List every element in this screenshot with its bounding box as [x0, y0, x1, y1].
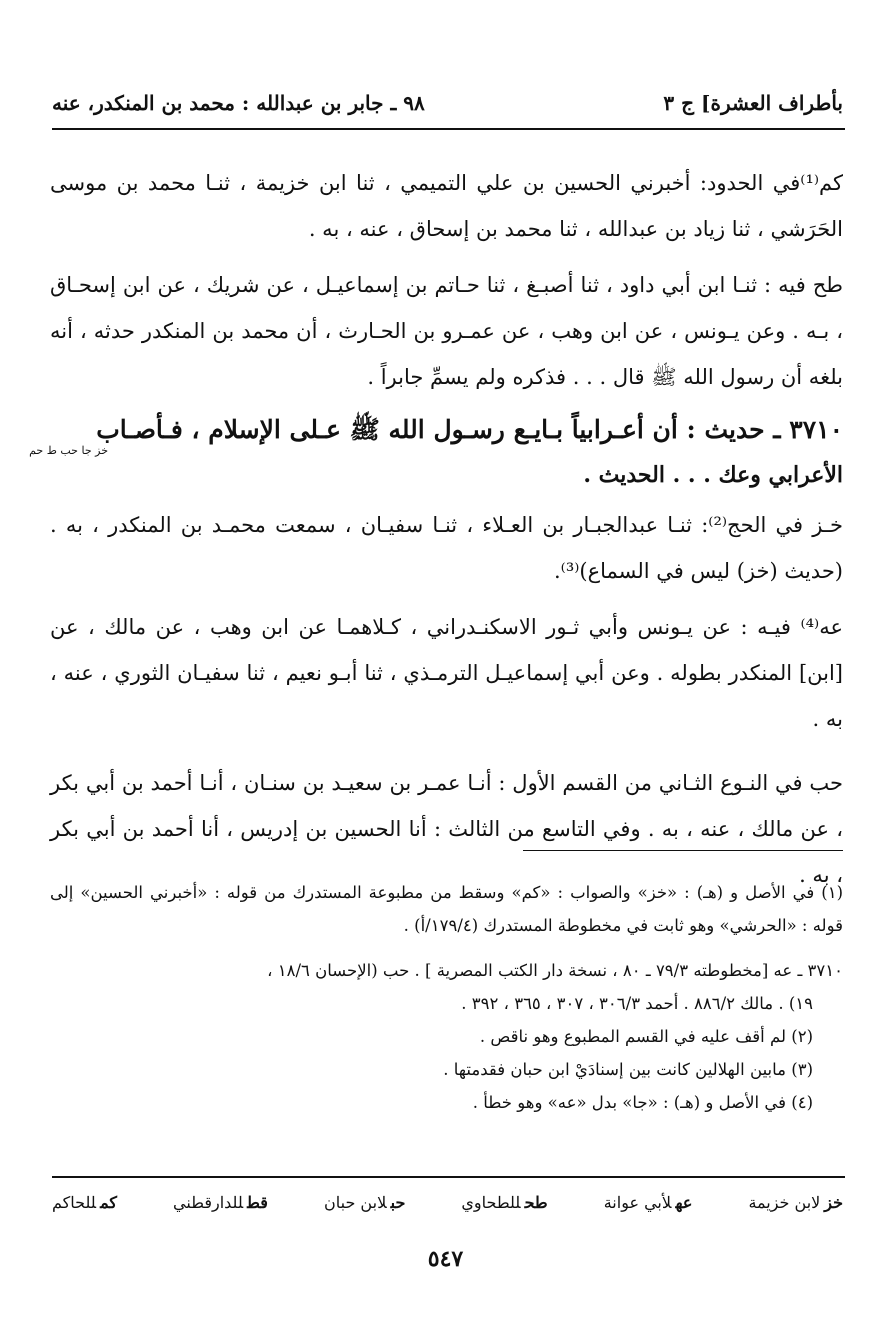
legend-code: عه — [675, 1193, 693, 1212]
legend-item — [748, 1188, 843, 1218]
legend-item — [173, 1188, 268, 1218]
header-chapter: ٩٨ ـ جابر بن عبدالله : محمد بن المنكدر، عنه — [52, 91, 425, 115]
legend-item — [461, 1188, 547, 1218]
sigla-legend — [52, 1188, 843, 1218]
legend-name: لابن خزيمة — [748, 1193, 821, 1212]
legend-code: قط — [247, 1193, 268, 1212]
legend-name: لأبي عوانة — [603, 1193, 672, 1212]
legend-item — [324, 1188, 405, 1218]
running-header — [52, 86, 843, 120]
legend-item — [604, 1188, 693, 1218]
header-rule — [52, 128, 845, 130]
legend-name: للحاكم — [52, 1193, 97, 1212]
footnote-3710-line2: ١٩) . مالك ٨٨٦/٢ . أحمد ٣٠٦/٣ ، ٣٠٧ ، ٣٦٥ ، ٣٩٢ . — [461, 994, 813, 1013]
footnote-1: (١) في الأصل و (هـ) : «خز» والصواب : «كم» وسقط من مطبوعة المستدرك من قوله : «أخبرني الحسين» إلى قوله : «الحرشي» وهو ثابت في مخطوطة المستدرك (١٧٩/٤/أ) . — [50, 883, 843, 935]
legend-name: لابن حبان — [324, 1193, 387, 1212]
header-volume: بأطراف العشرة] ج ٣ — [663, 91, 843, 115]
legend-name: للطحاوي — [461, 1193, 521, 1212]
paragraph-khuzayma: خـز في الحج⁽²⁾: ثنـا عبدالجبـار بن العـلاء ، ثنـا سفيـان ، سمعت محمـد بن المنكدر ، به . (حديث (خز) ليس في السماع)⁽³⁾. — [50, 513, 843, 583]
main-text — [29, 160, 843, 908]
paragraph-hibban: حب في النـوع الثـاني من القسم الأول : أنـا عمـر بن سعيـد بن سنـان ، أنـا أحمد بن أبي بكر ، عن مالك ، عنه ، به . وفي التاسع من الثالث : أنا الحسين بن إدريس ، أنا أحمد بن أبي بكر ، به . — [50, 771, 843, 887]
footnote-3710-line1: ٣٧١٠ ـ عه [مخطوطته ٧٩/٣ ـ ٨٠ ، نسخة دار الكتب المصرية ] . حب (الإحسان ١٨/٦ ، — [267, 961, 843, 980]
footnotes — [50, 876, 843, 1119]
footnote-separator — [523, 850, 843, 851]
bottom-rule — [52, 1176, 845, 1178]
hadith-heading-3710 — [29, 410, 843, 492]
legend-name: للدارقطني — [173, 1193, 244, 1212]
hadith-sigla: خز جا حب ط حم — [29, 444, 108, 457]
paragraph-awana: عه⁽⁴⁾ فيـه : عن يـونس وأبي ثـور الاسكنـدراني ، كـلاهمـا عن ابن وهب ، عن مالك ، عن [ابن] المنكدر بطوله . وعن أبي إسماعيـل الترمـذي ، ثنا أبـو نعيم ، ثنا سفيـان الثوري ، عنه ، به . — [50, 615, 843, 731]
paragraph-tahawi: طح فيه : ثنـا ابن أبي داود ، ثنا أصبـغ ، ثنا حـاتم بن إسماعيـل ، عن شريك ، عن ابن إسحـاق ، بـه . وعن يـونس ، عن ابن وهب ، عن عمـرو بن الحـارث ، أن محمد بن المنكدر حدثه ، أنه بلغه أن رسول الله ﷺ قال . . . فذكره ولم يسمِّ جابراً . — [50, 273, 843, 389]
hadith-heading-line2: الأعرابي وعك . . . الحديث . — [583, 462, 843, 488]
page-number: ٥٤٧ — [427, 1246, 464, 1272]
paragraph-hakim: كم⁽¹⁾في الحدود: أخبرني الحسين بن علي التميمي ، ثنا ابن خزيمة ، ثنـا محمد بن موسى الحَرَشي ، ثنا زياد بن عبدالله ، ثنا محمد بن إسحاق ، عنه ، به . — [50, 171, 843, 241]
legend-code: كم — [100, 1193, 117, 1212]
footnote-3: (٣) مابين الهلالين كانت بين إسنادَيْ ابن حبان فقدمتها . — [443, 1060, 813, 1079]
legend-item — [52, 1188, 117, 1218]
hadith-heading-line1: ٣٧١٠ ـ حديث : أن أعـرابياً بـايـع رسـول الله ﷺ عـلى الإسلام ، فـأصـاب — [96, 415, 843, 444]
legend-code: خز — [824, 1193, 843, 1212]
footnote-4: (٤) في الأصل و (هـ) : «جا» بدل «عه» وهو خطأ . — [472, 1093, 813, 1112]
footnote-2: (٢) لم أقف عليه في القسم المطبوع وهو ناقص . — [479, 1027, 813, 1046]
legend-code: حب — [390, 1193, 406, 1212]
legend-code: طح — [524, 1193, 548, 1212]
